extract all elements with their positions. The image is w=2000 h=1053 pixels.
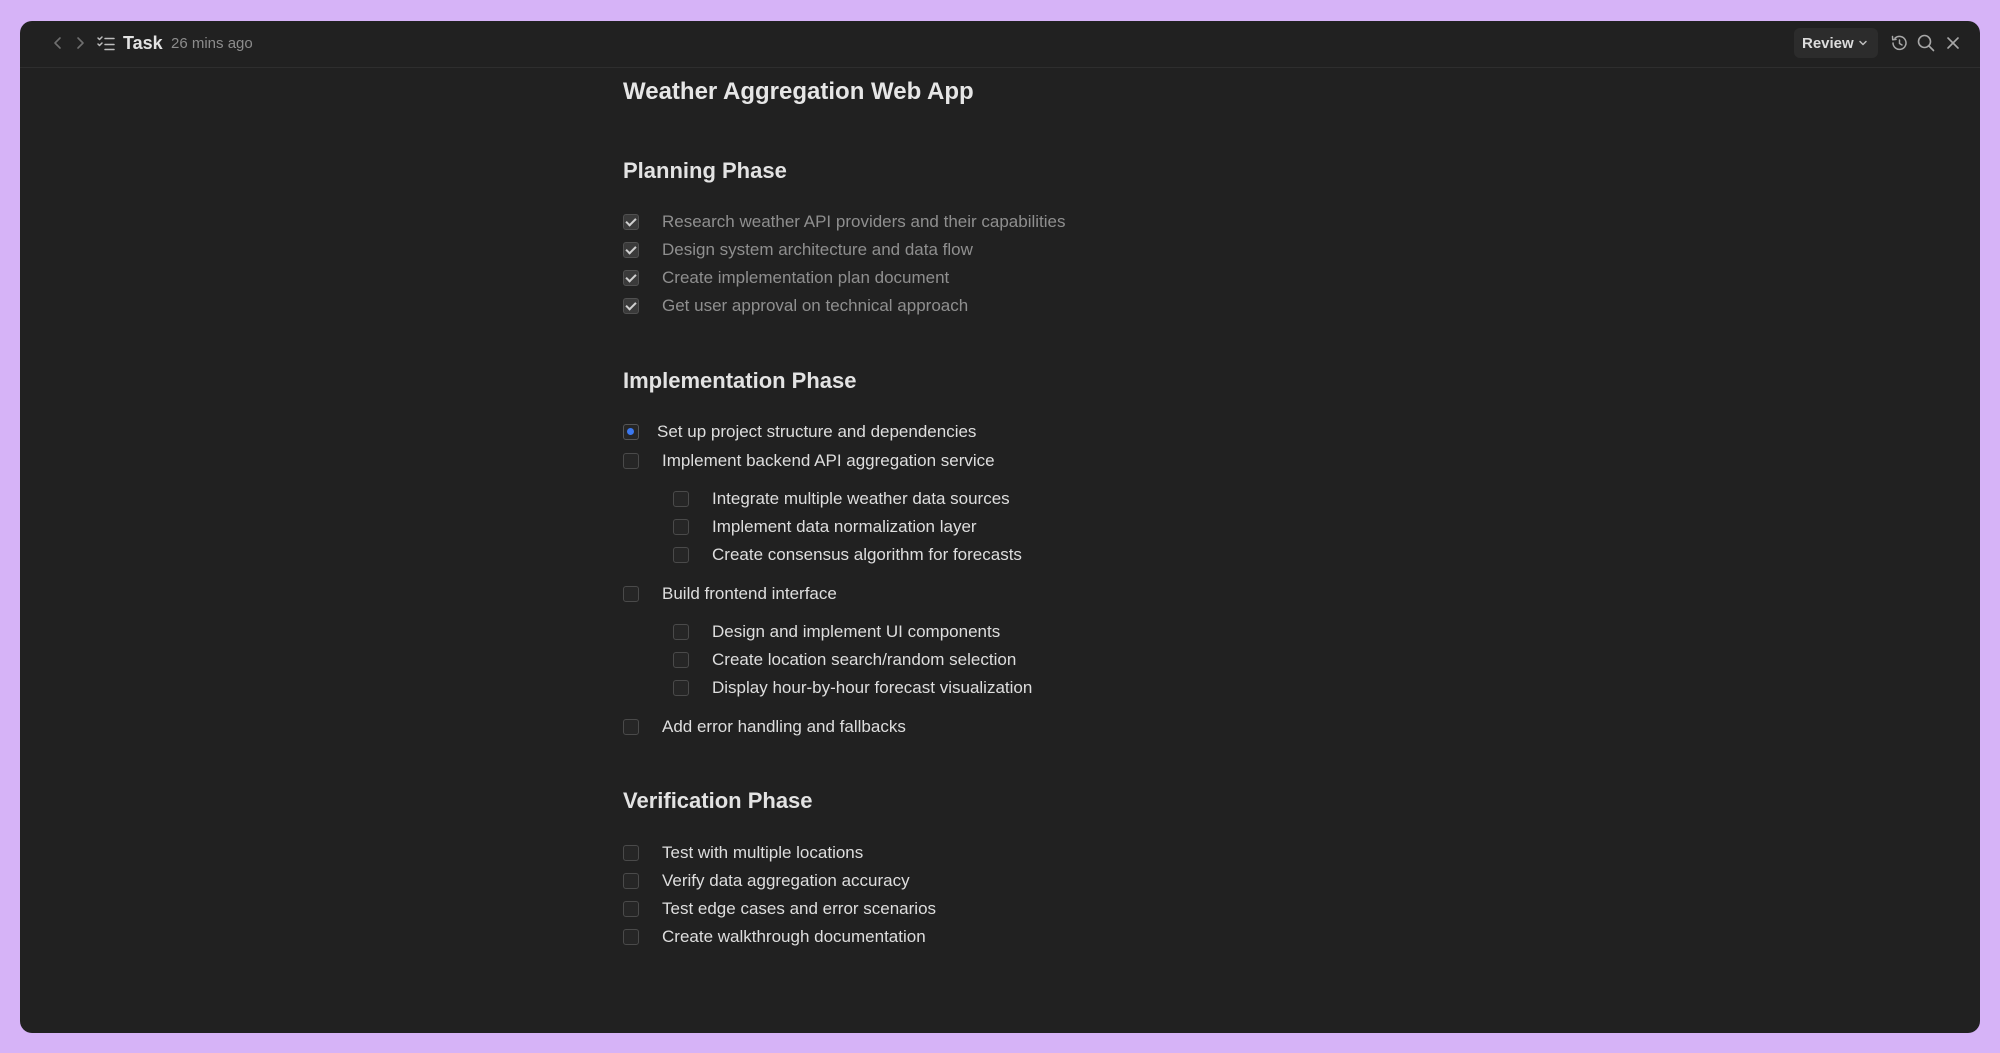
task-label: Design system architecture and data flow <box>662 240 973 259</box>
document-title: Weather Aggregation Web App <box>623 78 974 105</box>
checkbox[interactable] <box>673 491 689 507</box>
subtask-label: Design and implement UI components <box>712 622 1001 641</box>
review-label: Review <box>1802 34 1854 52</box>
subtask-label: Display hour-by-hour forecast visualization <box>712 678 1033 697</box>
section-heading-implementation: Implementation Phase <box>623 368 857 393</box>
checkbox[interactable] <box>623 873 639 889</box>
checkbox-in-progress[interactable] <box>623 424 639 440</box>
task-label: Get user approval on technical approach <box>662 296 969 315</box>
task-label: Verify data aggregation accuracy <box>662 871 910 890</box>
checkbox[interactable] <box>673 547 689 563</box>
task-label: Add error handling and fallbacks <box>662 717 906 736</box>
checkbox-done[interactable] <box>623 242 639 258</box>
subtask-label: Integrate multiple weather data sources <box>712 489 1010 508</box>
checkbox-done[interactable] <box>623 214 639 230</box>
history-icon <box>1889 33 1909 53</box>
history-button[interactable] <box>1887 31 1911 55</box>
task-label: Test with multiple locations <box>662 843 864 862</box>
task-label: Create walkthrough documentation <box>662 927 926 946</box>
task-label: Create implementation plan document <box>662 268 950 287</box>
checkbox[interactable] <box>623 453 639 469</box>
task-label: Build frontend interface <box>662 584 837 603</box>
task-window <box>20 21 1980 1033</box>
checkbox[interactable] <box>623 586 639 602</box>
checkbox-done[interactable] <box>623 298 639 314</box>
section-heading-planning: Planning Phase <box>623 158 787 183</box>
task-label: Implement backend API aggregation service <box>662 451 995 470</box>
task-label: Test edge cases and error scenarios <box>662 899 937 918</box>
checkbox[interactable] <box>623 901 639 917</box>
close-button[interactable] <box>1941 31 1965 55</box>
close-icon <box>1944 34 1962 52</box>
chevron-right-icon <box>74 36 86 50</box>
checkbox-done[interactable] <box>623 270 639 286</box>
back-button[interactable] <box>47 32 69 54</box>
checkbox[interactable] <box>673 652 689 668</box>
checkbox[interactable] <box>623 719 639 735</box>
task-label: Set up project structure and dependencies <box>657 422 977 441</box>
chevron-left-icon <box>52 36 64 50</box>
checkbox[interactable] <box>673 519 689 535</box>
checkbox[interactable] <box>673 680 689 696</box>
checkbox[interactable] <box>623 845 639 861</box>
titlebar <box>20 21 1980 68</box>
search-icon <box>1916 33 1936 53</box>
checkbox[interactable] <box>623 929 639 945</box>
search-button[interactable] <box>1914 31 1938 55</box>
chevron-down-icon <box>1857 37 1869 49</box>
checkbox[interactable] <box>673 624 689 640</box>
forward-button[interactable] <box>69 32 91 54</box>
task-list-icon <box>96 33 116 53</box>
section-heading-verification: Verification Phase <box>623 788 813 813</box>
subtask-label: Implement data normalization layer <box>712 517 977 536</box>
review-dropdown-button[interactable] <box>1794 28 1878 58</box>
timestamp: 26 mins ago <box>171 35 253 52</box>
subtask-label: Create location search/random selection <box>712 650 1017 669</box>
subtask-label: Create consensus algorithm for forecasts <box>712 545 1022 564</box>
window-title: Task <box>123 33 163 53</box>
task-label: Research weather API providers and their capabilities <box>662 212 1066 231</box>
